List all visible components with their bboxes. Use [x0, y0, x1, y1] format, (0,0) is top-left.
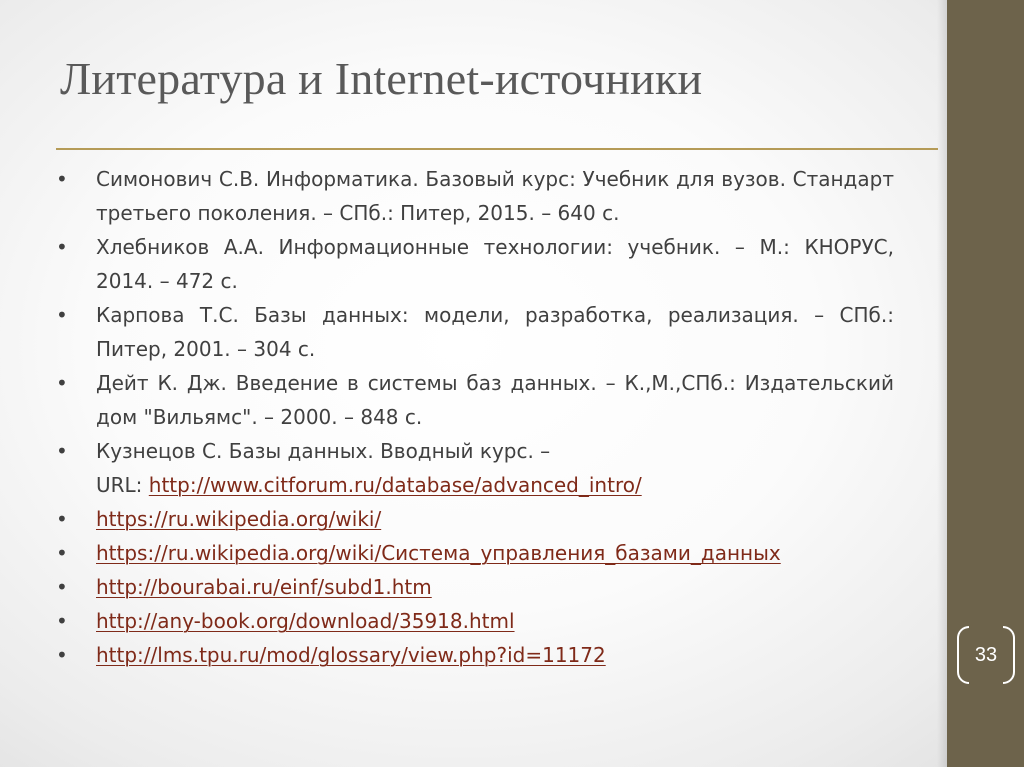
bullet-icon: • [56, 609, 68, 633]
citforum-link[interactable]: http://www.citforum.ru/database/advanced_intro/ [148, 473, 642, 497]
page-number: 33 [974, 644, 998, 666]
bullet-icon: • [56, 643, 68, 667]
bullet-icon: • [56, 541, 68, 565]
title-divider [56, 148, 938, 150]
reference-text: Дейт К. Дж. Введение в системы баз данных. – К.,М.,СПб.: Издательский дом "Вильямс". – 2000. – 848 с. [96, 371, 894, 429]
bullet-icon: • [56, 575, 68, 599]
wikipedia-dbms-link[interactable]: https://ru.wikipedia.org/wiki/Система_управления_базами_данных [96, 541, 781, 565]
any-book-link[interactable]: http://any-book.org/download/35918.html [96, 609, 515, 633]
link-item [52, 638, 894, 672]
bourabai-link[interactable]: http://bourabai.ru/einf/subd1.htm [96, 575, 432, 599]
reference-list [52, 162, 894, 672]
reference-item [52, 434, 894, 502]
lms-tpu-link[interactable]: http://lms.tpu.ru/mod/glossary/view.php?id=11172 [96, 643, 606, 667]
slide-title: Литература и Internet-источники [60, 53, 703, 104]
link-item [52, 536, 894, 570]
reference-text: Кузнецов С. Базы данных. Вводный курс. – [96, 439, 551, 463]
wikipedia-link[interactable]: https://ru.wikipedia.org/wiki/ [96, 507, 382, 531]
bullet-icon: • [56, 371, 68, 395]
reference-item [52, 298, 894, 366]
accent-bar-shadow [937, 0, 947, 767]
url-label: URL: [96, 473, 149, 497]
bullet-icon: • [56, 439, 68, 463]
reference-text: Карпова Т.С. Базы данных: модели, разработка, реализация. – СПб.: Питер, 2001. – 304 с. [96, 303, 894, 361]
page-number-badge [957, 626, 1015, 684]
reference-item [52, 366, 894, 434]
bullet-icon: • [56, 507, 68, 531]
bullet-icon: • [56, 167, 68, 191]
link-item [52, 502, 894, 536]
link-item [52, 570, 894, 604]
bullet-icon: • [56, 303, 68, 327]
link-item [52, 604, 894, 638]
reference-text: Симонович С.В. Информатика. Базовый курс: Учебник для вузов. Стандарт третьего поколения. – СПб.: Питер, 2015. – 640 с. [96, 167, 894, 225]
reference-item [52, 230, 894, 298]
bullet-icon: • [56, 235, 68, 259]
reference-item [52, 162, 894, 230]
reference-text: Хлебников А.А. Информационные технологии: учебник. – М.: КНОРУС, 2014. – 472 с. [96, 235, 894, 293]
